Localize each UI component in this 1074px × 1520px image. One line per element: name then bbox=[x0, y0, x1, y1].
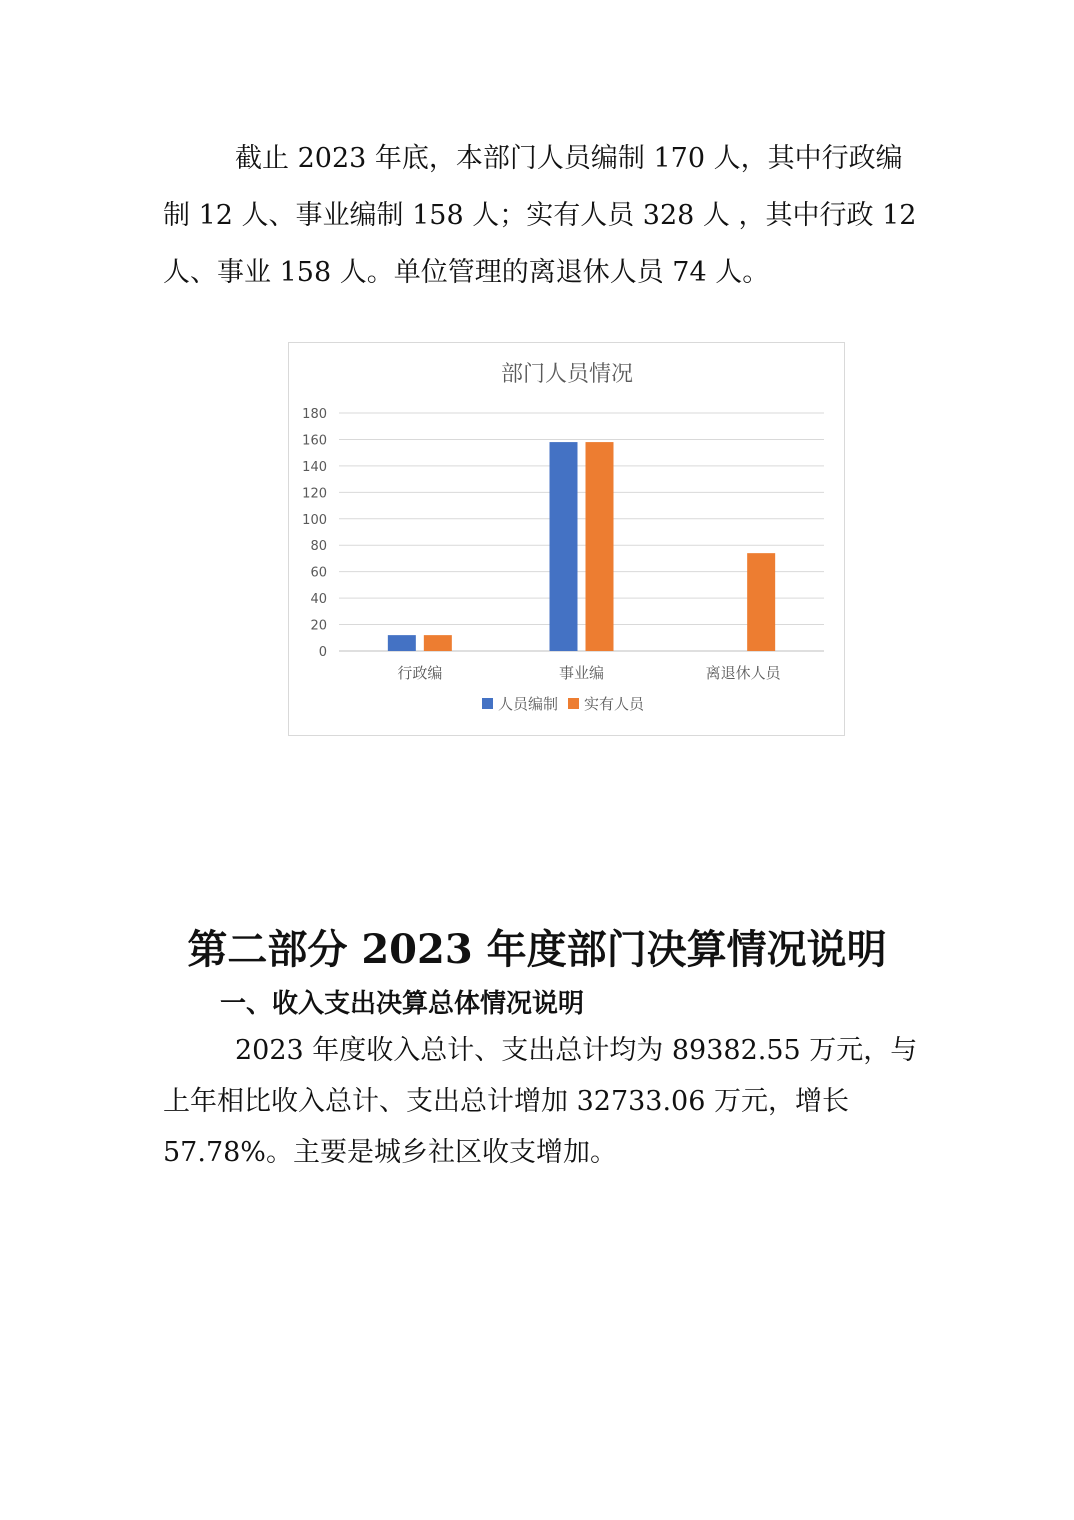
y-tick-label: 80 bbox=[310, 539, 327, 555]
y-tick-label: 100 bbox=[302, 512, 327, 528]
x-tick-label: 行政编 bbox=[397, 664, 443, 682]
y-tick-label: 20 bbox=[310, 618, 327, 634]
bar-chart bbox=[289, 343, 844, 735]
y-tick-label: 120 bbox=[302, 486, 327, 502]
summary-paragraph bbox=[163, 1025, 918, 1178]
bar-actual bbox=[747, 553, 775, 651]
intro-line: 人、事业 158 人。单位管理的离退休人员 74 人。 bbox=[163, 257, 770, 288]
legend-swatch bbox=[568, 698, 579, 709]
y-tick-label: 0 bbox=[318, 645, 327, 660]
y-tick-label: 180 bbox=[302, 407, 327, 422]
intro-line: 截止 2023 年底，本部门人员编制 170 人，其中行政编 bbox=[235, 143, 903, 174]
x-tick-label: 离退休人员 bbox=[705, 664, 781, 682]
x-axis-ticks bbox=[397, 664, 781, 682]
bars bbox=[388, 442, 775, 651]
summary-line: 57.78%。主要是城乡社区收支增加。 bbox=[163, 1137, 617, 1168]
y-tick-label: 160 bbox=[302, 433, 327, 449]
y-axis-ticks bbox=[302, 407, 327, 660]
bar-staffing bbox=[388, 635, 416, 651]
intro-paragraph bbox=[163, 130, 915, 301]
legend-swatch bbox=[482, 698, 493, 709]
summary-line: 上年相比收入总计、支出总计增加 32733.06 万元，增长 bbox=[163, 1086, 849, 1117]
bar-staffing bbox=[550, 442, 578, 651]
summary-line: 2023 年度收入总计、支出总计均为 89382.55 万元，与 bbox=[235, 1035, 918, 1066]
staff-chart bbox=[288, 342, 845, 736]
y-tick-label: 140 bbox=[302, 459, 327, 475]
legend-label: 实有人员 bbox=[584, 695, 645, 713]
bar-actual bbox=[586, 442, 614, 651]
bar-actual bbox=[424, 635, 452, 651]
section-title: 第二部分 2023 年度部门决算情况说明 bbox=[187, 926, 887, 973]
y-tick-label: 60 bbox=[310, 565, 327, 581]
chart-title: 部门人员情况 bbox=[500, 362, 634, 387]
x-tick-label: 事业编 bbox=[558, 664, 605, 682]
section-subtitle: 一、收入支出决算总体情况说明 bbox=[220, 989, 585, 1019]
legend bbox=[482, 695, 645, 713]
y-tick-label: 40 bbox=[310, 592, 327, 608]
intro-line: 制 12 人、事业编制 158 人；实有人员 328 人 ，其中行政 12 bbox=[163, 200, 917, 231]
legend-label: 人员编制 bbox=[498, 695, 559, 713]
